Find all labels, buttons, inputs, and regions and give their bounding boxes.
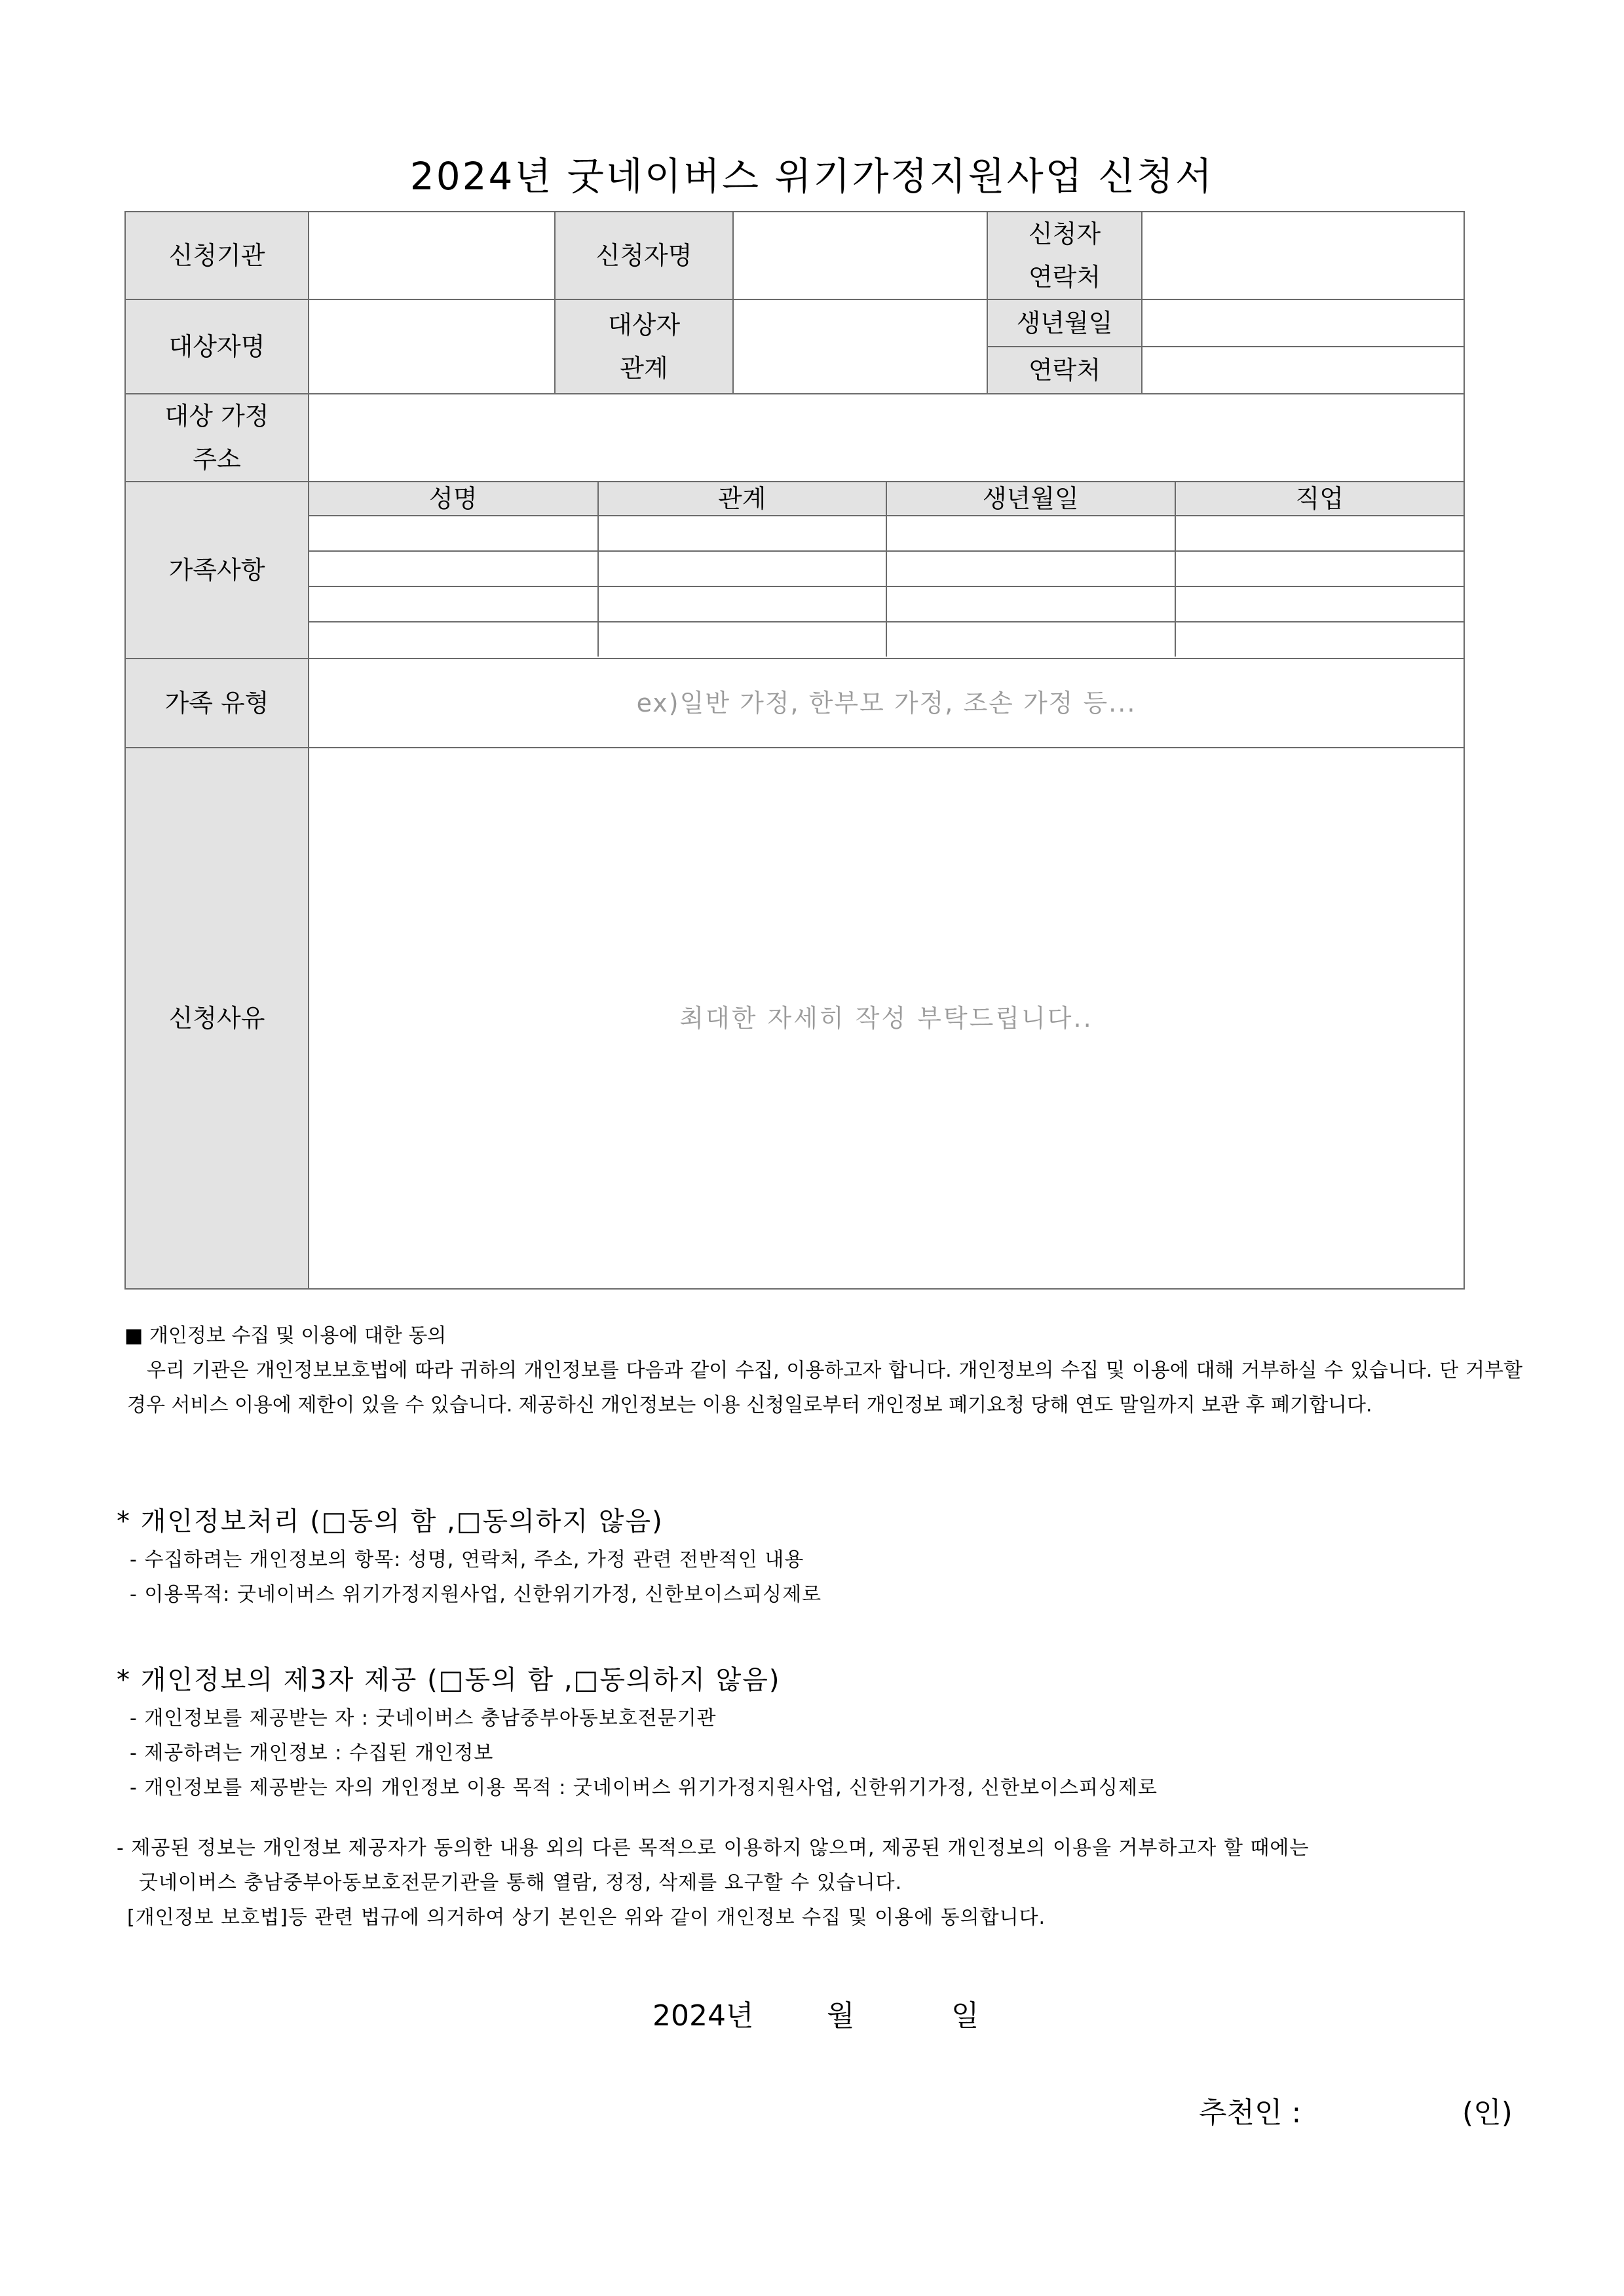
family-cell[interactable]	[886, 586, 1175, 622]
family-cell[interactable]	[1175, 516, 1464, 551]
consent-third-party-item: - 개인정보를 제공받는 자 : 굿네이버스 충남중부아동보호전문기관	[130, 1707, 717, 1730]
label-line: 대상자	[607, 311, 681, 339]
applicant-contact-label	[987, 212, 1142, 299]
birth-date-field[interactable]	[1142, 299, 1464, 347]
family-type-label: 가족 유형	[125, 659, 309, 748]
applicant-org-field[interactable]	[309, 212, 555, 299]
target-name-field[interactable]	[309, 299, 555, 394]
consent-processing-title: * 개인정보처리 (□동의 함 ,□동의하지 않음)	[117, 1506, 664, 1537]
family-cell[interactable]	[598, 586, 887, 622]
consent-heading: ■ 개인정보 수집 및 이용에 대한 동의	[124, 1324, 447, 1347]
applicant-name-field[interactable]	[733, 212, 987, 299]
table-row	[309, 516, 1463, 551]
family-cell[interactable]	[886, 622, 1175, 657]
applicant-name-label: 신청자명	[555, 212, 733, 299]
applicant-org-label: 신청기관	[125, 212, 309, 299]
family-cell[interactable]	[598, 551, 887, 586]
family-cell[interactable]	[309, 551, 598, 586]
consent-third-party-title: * 개인정보의 제3자 제공 (□동의 함 ,□동의하지 않음)	[117, 1665, 781, 1695]
contact-label: 연락처	[987, 347, 1142, 394]
label-line: 연락처	[1028, 263, 1101, 292]
label-line: 대상 가정	[164, 402, 269, 430]
reason-label: 신청사유	[125, 748, 309, 1289]
family-info-label: 가족사항	[125, 482, 309, 659]
family-col-name: 성명	[309, 482, 598, 516]
birth-date-label: 생년월일	[987, 299, 1142, 347]
target-relation-label	[555, 299, 733, 394]
recommender-label: 추천인 :	[1199, 2096, 1302, 2130]
family-cell[interactable]	[1175, 622, 1464, 657]
date-day: 일	[951, 1999, 979, 2033]
recommender-name-field[interactable]	[1310, 2089, 1441, 2126]
family-table	[309, 482, 1463, 657]
applicant-contact-field[interactable]	[1142, 212, 1464, 299]
label-line: 신청자	[1028, 220, 1101, 248]
consent-body: 우리 기관은 개인정보보호법에 따라 귀하의 개인정보를 다음과 같이 수집, 이용하고자 합니다. 개인정보의 수집 및 이용에 대해 거부하실 수 있습니다. 단 거부할 경우 서비스 이용에 제한이 있을 수 있습니다. 제공하신 개인정보는 이용 신청일로부터 개인정보 폐기요청 당해 연도 말일까지 보관 후 폐기합니다.	[127, 1359, 1522, 1417]
family-cell[interactable]	[886, 551, 1175, 586]
consent-processing-item: - 이용목적: 굿네이버스 위기가정지원사업, 신한위기가정, 신한보이스피싱제로	[130, 1583, 822, 1606]
date-month: 월	[827, 1999, 855, 2033]
family-cell[interactable]	[1175, 551, 1464, 586]
table-row	[309, 586, 1463, 622]
target-relation-field[interactable]	[733, 299, 987, 394]
family-cell[interactable]	[309, 516, 598, 551]
consent-third-party-item: - 개인정보를 제공받는 자의 개인정보 이용 목적 : 굿네이버스 위기가정지원사업, 신한위기가정, 신한보이스피싱제로	[130, 1776, 1158, 1799]
family-col-job: 직업	[1175, 482, 1464, 516]
family-cell[interactable]	[886, 516, 1175, 551]
family-type-field[interactable]: ex)일반 가정, 한부모 가정, 조손 가정 등...	[309, 659, 1464, 748]
family-cell[interactable]	[309, 622, 598, 657]
label-line: 관계	[620, 354, 668, 383]
address-label	[125, 394, 309, 482]
target-name-label: 대상자명	[125, 299, 309, 394]
date-year: 2024년	[652, 1999, 754, 2033]
consent-note: - 제공된 정보는 개인정보 제공자가 동의한 내용 외의 다른 목적으로 이용하지 않으며, 제공된 개인정보의 이용을 거부하고자 할 때에는	[117, 1837, 1310, 1860]
reason-field[interactable]: 최대한 자세히 작성 부탁드립니다..	[309, 748, 1464, 1289]
contact-field[interactable]	[1142, 347, 1464, 394]
family-col-birth: 생년월일	[886, 482, 1175, 516]
address-field[interactable]	[309, 394, 1464, 482]
family-cell[interactable]	[598, 622, 887, 657]
recommender-seal: (인)	[1462, 2096, 1513, 2130]
label-line: 주소	[193, 445, 241, 474]
page-title: 2024년 굿네이버스 위기가정지원사업 신청서	[409, 154, 1215, 199]
consent-note: 굿네이버스 충남중부아동보호전문기관을 통해 열람, 정정, 삭제를 요구할 수 있습니다.	[139, 1871, 903, 1894]
family-cell[interactable]	[598, 516, 887, 551]
consent-declaration: [개인정보 보호법]등 관련 법규에 의거하여 상기 본인은 위와 같이 개인정보 수집 및 이용에 동의합니다.	[127, 1906, 1046, 1929]
consent-processing-item: - 수집하려는 개인정보의 항목: 성명, 연락처, 주소, 가정 관련 전반적인 내용	[130, 1548, 804, 1571]
family-cell[interactable]	[309, 586, 598, 622]
consent-third-party-item: - 제공하려는 개인정보 : 수집된 개인정보	[130, 1742, 494, 1765]
family-table-cell	[309, 482, 1464, 659]
table-row	[309, 622, 1463, 657]
table-row	[309, 551, 1463, 586]
application-form	[124, 211, 1465, 1290]
family-col-relation: 관계	[598, 482, 887, 516]
family-cell[interactable]	[1175, 586, 1464, 622]
